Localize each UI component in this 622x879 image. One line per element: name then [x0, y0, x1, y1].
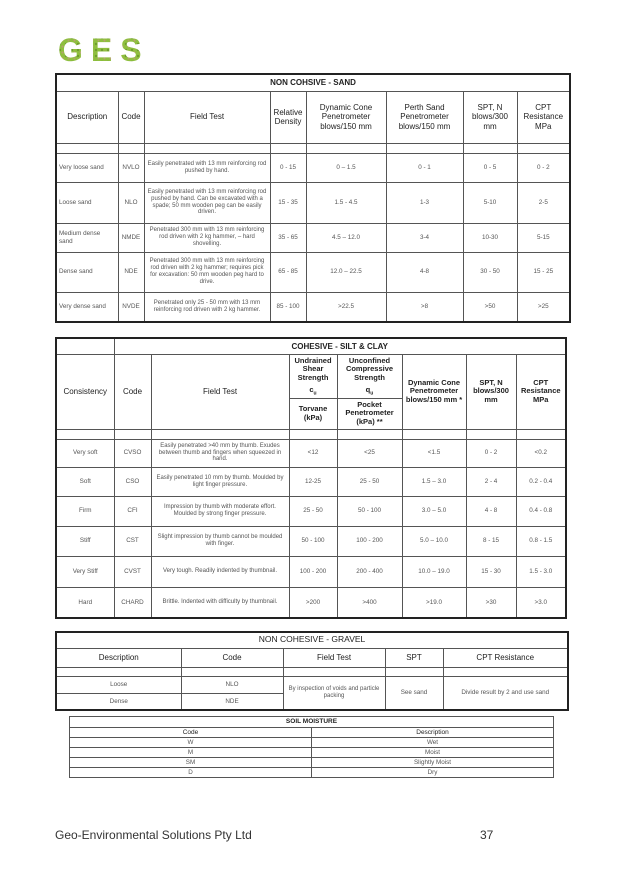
clay-consistency: Hard	[56, 587, 114, 618]
sand-field-test: Penetrated 300 mm with 13 mm reinforcing rod driven with 2 kg hammer, – hard shovelling.	[144, 223, 270, 252]
clay-pocket: 25 - 50	[337, 467, 402, 496]
sand-field-test: Easily penetrated with 13 mm reinforcing rod pushed by hand. Can be excavated with a spade; 50 mm wooden peg can be easily driven.	[144, 182, 270, 223]
clay-title: COHESIVE - SILT & CLAY	[114, 338, 566, 354]
sand-density: 65 - 85	[270, 252, 306, 292]
clay-code: CHARD	[114, 587, 151, 618]
clay-spt: 0 - 2	[466, 439, 516, 467]
sand-description: Very loose sand	[56, 153, 118, 182]
table-row	[70, 738, 554, 748]
table-row	[56, 556, 566, 587]
gravel-cpt: Divide result by 2 and use sand	[443, 676, 568, 710]
sand-spt: 30 - 50	[463, 252, 517, 292]
sand-dcp: 4.5 – 12.0	[306, 223, 386, 252]
table-row	[56, 467, 566, 496]
gravel-table	[55, 631, 569, 711]
clay-table	[55, 337, 567, 619]
cu-subscript: u	[313, 390, 317, 397]
clay-header-torvane: Torvane (kPa)	[289, 398, 337, 429]
moisture-title: SOIL MOISTURE	[70, 717, 554, 728]
clay-pocket: >400	[337, 587, 402, 618]
table-row	[56, 182, 570, 223]
sand-perth: 1-3	[386, 182, 463, 223]
table-row	[56, 252, 570, 292]
gravel-spt: See sand	[385, 676, 443, 710]
footer-company: Geo-Environmental Solutions Pty Ltd	[55, 828, 252, 842]
clay-spt: 4 - 8	[466, 496, 516, 526]
sand-field-test: Penetrated only 25 - 50 mm with 13 mm reinforcing rod driven with 2 kg hammer.	[144, 292, 270, 322]
clay-spt: 15 - 30	[466, 556, 516, 587]
sand-spt: 5-10	[463, 182, 517, 223]
clay-torvane: >200	[289, 587, 337, 618]
clay-cpt: 1.5 - 3.0	[516, 556, 566, 587]
sand-field-test: Penetrated 300 mm with 13 mm reinforcing rod driven with 2 kg hammer; requires pick for excavation: 50 mm wooden peg hard to drive.	[144, 252, 270, 292]
clay-pocket: 50 - 100	[337, 496, 402, 526]
sand-header-relative-density: Relative Density	[270, 91, 306, 143]
clay-header-spt: SPT, N blows/300 mm	[466, 354, 516, 429]
sand-cpt: 5-15	[517, 223, 570, 252]
sand-spt: 0 - 5	[463, 153, 517, 182]
clay-torvane: 25 - 50	[289, 496, 337, 526]
sand-spt: 10-30	[463, 223, 517, 252]
clay-field-test: Brittle. Indented with difficulty by thumbnail.	[151, 587, 289, 618]
gravel-header-description: Description	[56, 648, 181, 667]
sand-table	[55, 73, 571, 323]
gravel-header-cpt: CPT Resistance	[443, 648, 568, 667]
clay-cpt: 0.2 - 0.4	[516, 467, 566, 496]
table-row	[56, 526, 566, 556]
table-row	[56, 292, 570, 322]
sand-dcp: 12.0 – 22.5	[306, 252, 386, 292]
clay-code: CFI	[114, 496, 151, 526]
clay-consistency: Very Stiff	[56, 556, 114, 587]
clay-code: CSO	[114, 467, 151, 496]
gravel-description: Dense	[56, 693, 181, 710]
clay-spt: 8 - 15	[466, 526, 516, 556]
clay-spt: 2 - 4	[466, 467, 516, 496]
clay-consistency: Firm	[56, 496, 114, 526]
moisture-header-description: Description	[312, 728, 554, 738]
sand-description: Medium dense sand	[56, 223, 118, 252]
clay-cpt: 0.4 - 0.8	[516, 496, 566, 526]
sand-perth: 4-8	[386, 252, 463, 292]
sand-code: NDE	[118, 252, 144, 292]
moisture-description: Moist	[312, 748, 554, 758]
sand-description: Very dense sand	[56, 292, 118, 322]
gravel-title: NON COHESIVE - GRAVEL	[56, 632, 568, 648]
moisture-description: Wet	[312, 738, 554, 748]
clay-cpt: <0.2	[516, 439, 566, 467]
sand-density: 85 - 100	[270, 292, 306, 322]
sand-dcp: 1.5 - 4.5	[306, 182, 386, 223]
sand-perth: 0 - 1	[386, 153, 463, 182]
clay-torvane: 50 - 100	[289, 526, 337, 556]
clay-field-test: Very tough. Readily indented by thumbnail.	[151, 556, 289, 587]
sand-header-spt: SPT, N blows/300 mm	[463, 91, 517, 143]
moisture-description: Dry	[312, 768, 554, 778]
table-row	[70, 768, 554, 778]
gravel-description: Loose	[56, 676, 181, 693]
clay-dcp: 10.0 – 19.0	[402, 556, 466, 587]
clay-header-undrained: Undrained Shear Strength	[289, 354, 337, 385]
sand-description: Dense sand	[56, 252, 118, 292]
sand-header-code: Code	[118, 91, 144, 143]
sand-density: 0 - 15	[270, 153, 306, 182]
clay-header-pocket: Pocket Penetrometer (kPa) **	[337, 398, 402, 429]
clay-header-code: Code	[114, 354, 151, 429]
gravel-field-test: By inspection of voids and particle packing	[283, 676, 385, 710]
moisture-description: Slightly Moist	[312, 758, 554, 768]
moisture-header-code: Code	[70, 728, 312, 738]
table-row	[56, 439, 566, 467]
sand-header-perth: Perth Sand Penetrometer blows/150 mm	[386, 91, 463, 143]
clay-field-test: Impression by thumb with moderate effort. Moulded by strong finger pressure.	[151, 496, 289, 526]
moisture-code: W	[70, 738, 312, 748]
sand-density: 35 - 65	[270, 223, 306, 252]
clay-dcp: <1.5	[402, 439, 466, 467]
clay-code: CVST	[114, 556, 151, 587]
table-row	[56, 676, 568, 693]
clay-torvane: <12	[289, 439, 337, 467]
sand-header-field-test: Field Test	[144, 91, 270, 143]
clay-torvane: 100 - 200	[289, 556, 337, 587]
sand-header-dcp: Dynamic Cone Penetrometer blows/150 mm	[306, 91, 386, 143]
clay-spt: >30	[466, 587, 516, 618]
table-row	[70, 748, 554, 758]
ges-logo	[58, 36, 166, 64]
sand-description: Loose sand	[56, 182, 118, 223]
clay-pocket: <25	[337, 439, 402, 467]
sand-cpt: >25	[517, 292, 570, 322]
sand-perth: 3-4	[386, 223, 463, 252]
table-row	[56, 496, 566, 526]
qu-symbol: q	[365, 385, 371, 394]
clay-dcp: 1.5 – 3.0	[402, 467, 466, 496]
clay-header-unconfined: Unconfined Compressive Strength	[337, 354, 402, 385]
sand-code: NVLO	[118, 153, 144, 182]
sand-code: NMDE	[118, 223, 144, 252]
moisture-code: M	[70, 748, 312, 758]
sand-cpt: 15 - 25	[517, 252, 570, 292]
clay-header-field-test: Field Test	[151, 354, 289, 429]
clay-torvane: 12-25	[289, 467, 337, 496]
gravel-header-field-test: Field Test	[283, 648, 385, 667]
moisture-code: D	[70, 768, 312, 778]
clay-dcp: 3.0 – 5.0	[402, 496, 466, 526]
clay-consistency: Very soft	[56, 439, 114, 467]
gravel-header-spt: SPT	[385, 648, 443, 667]
clay-pocket: 100 - 200	[337, 526, 402, 556]
clay-field-test: Easily penetrated >40 mm by thumb. Exudes between thumb and fingers when squeezed in hand.	[151, 439, 289, 467]
sand-dcp: 0 – 1.5	[306, 153, 386, 182]
moisture-code: SM	[70, 758, 312, 768]
moisture-table	[69, 716, 554, 778]
clay-header-qu	[337, 385, 402, 398]
sand-title: NON COHSIVE - SAND	[56, 74, 570, 91]
table-row	[56, 587, 566, 618]
logo-text: GES	[58, 36, 150, 64]
sand-dcp: >22.5	[306, 292, 386, 322]
cu-symbol: c	[309, 385, 314, 394]
clay-consistency: Soft	[56, 467, 114, 496]
sand-perth: >8	[386, 292, 463, 322]
clay-cpt: 0.8 - 1.5	[516, 526, 566, 556]
sand-field-test: Easily penetrated with 13 mm reinforcing rod pushed by hand.	[144, 153, 270, 182]
gravel-code: NLO	[181, 676, 283, 693]
clay-pocket: 200 - 400	[337, 556, 402, 587]
clay-dcp: 5.0 – 10.0	[402, 526, 466, 556]
sand-cpt: 2-5	[517, 182, 570, 223]
clay-code: CST	[114, 526, 151, 556]
clay-dcp: >19.0	[402, 587, 466, 618]
table-row	[56, 223, 570, 252]
clay-header-cu	[289, 385, 337, 398]
gravel-header-code: Code	[181, 648, 283, 667]
qu-subscript: u	[370, 390, 374, 397]
sand-spt: >50	[463, 292, 517, 322]
page-number: 37	[480, 828, 494, 842]
sand-density: 15 - 35	[270, 182, 306, 223]
clay-code: CVSO	[114, 439, 151, 467]
clay-header-cpt: CPT Resistance MPa	[516, 354, 566, 429]
clay-field-test: Easily penetrated 10 mm by thumb. Moulded by light finger pressure.	[151, 467, 289, 496]
clay-field-test: Slight impression by thumb cannot be moulded with finger.	[151, 526, 289, 556]
gravel-code: NDE	[181, 693, 283, 710]
clay-cpt: >3.0	[516, 587, 566, 618]
sand-code: NVDE	[118, 292, 144, 322]
clay-header-dcp: Dynamic Cone Penetrometer blows/150 mm *	[402, 354, 466, 429]
clay-consistency: Stiff	[56, 526, 114, 556]
sand-cpt: 0 - 2	[517, 153, 570, 182]
sand-header-cpt: CPT Resistance MPa	[517, 91, 570, 143]
clay-header-consistency: Consistency	[56, 354, 114, 429]
table-row	[56, 153, 570, 182]
sand-code: NLO	[118, 182, 144, 223]
table-row	[70, 758, 554, 768]
sand-header-description: Description	[56, 91, 118, 143]
